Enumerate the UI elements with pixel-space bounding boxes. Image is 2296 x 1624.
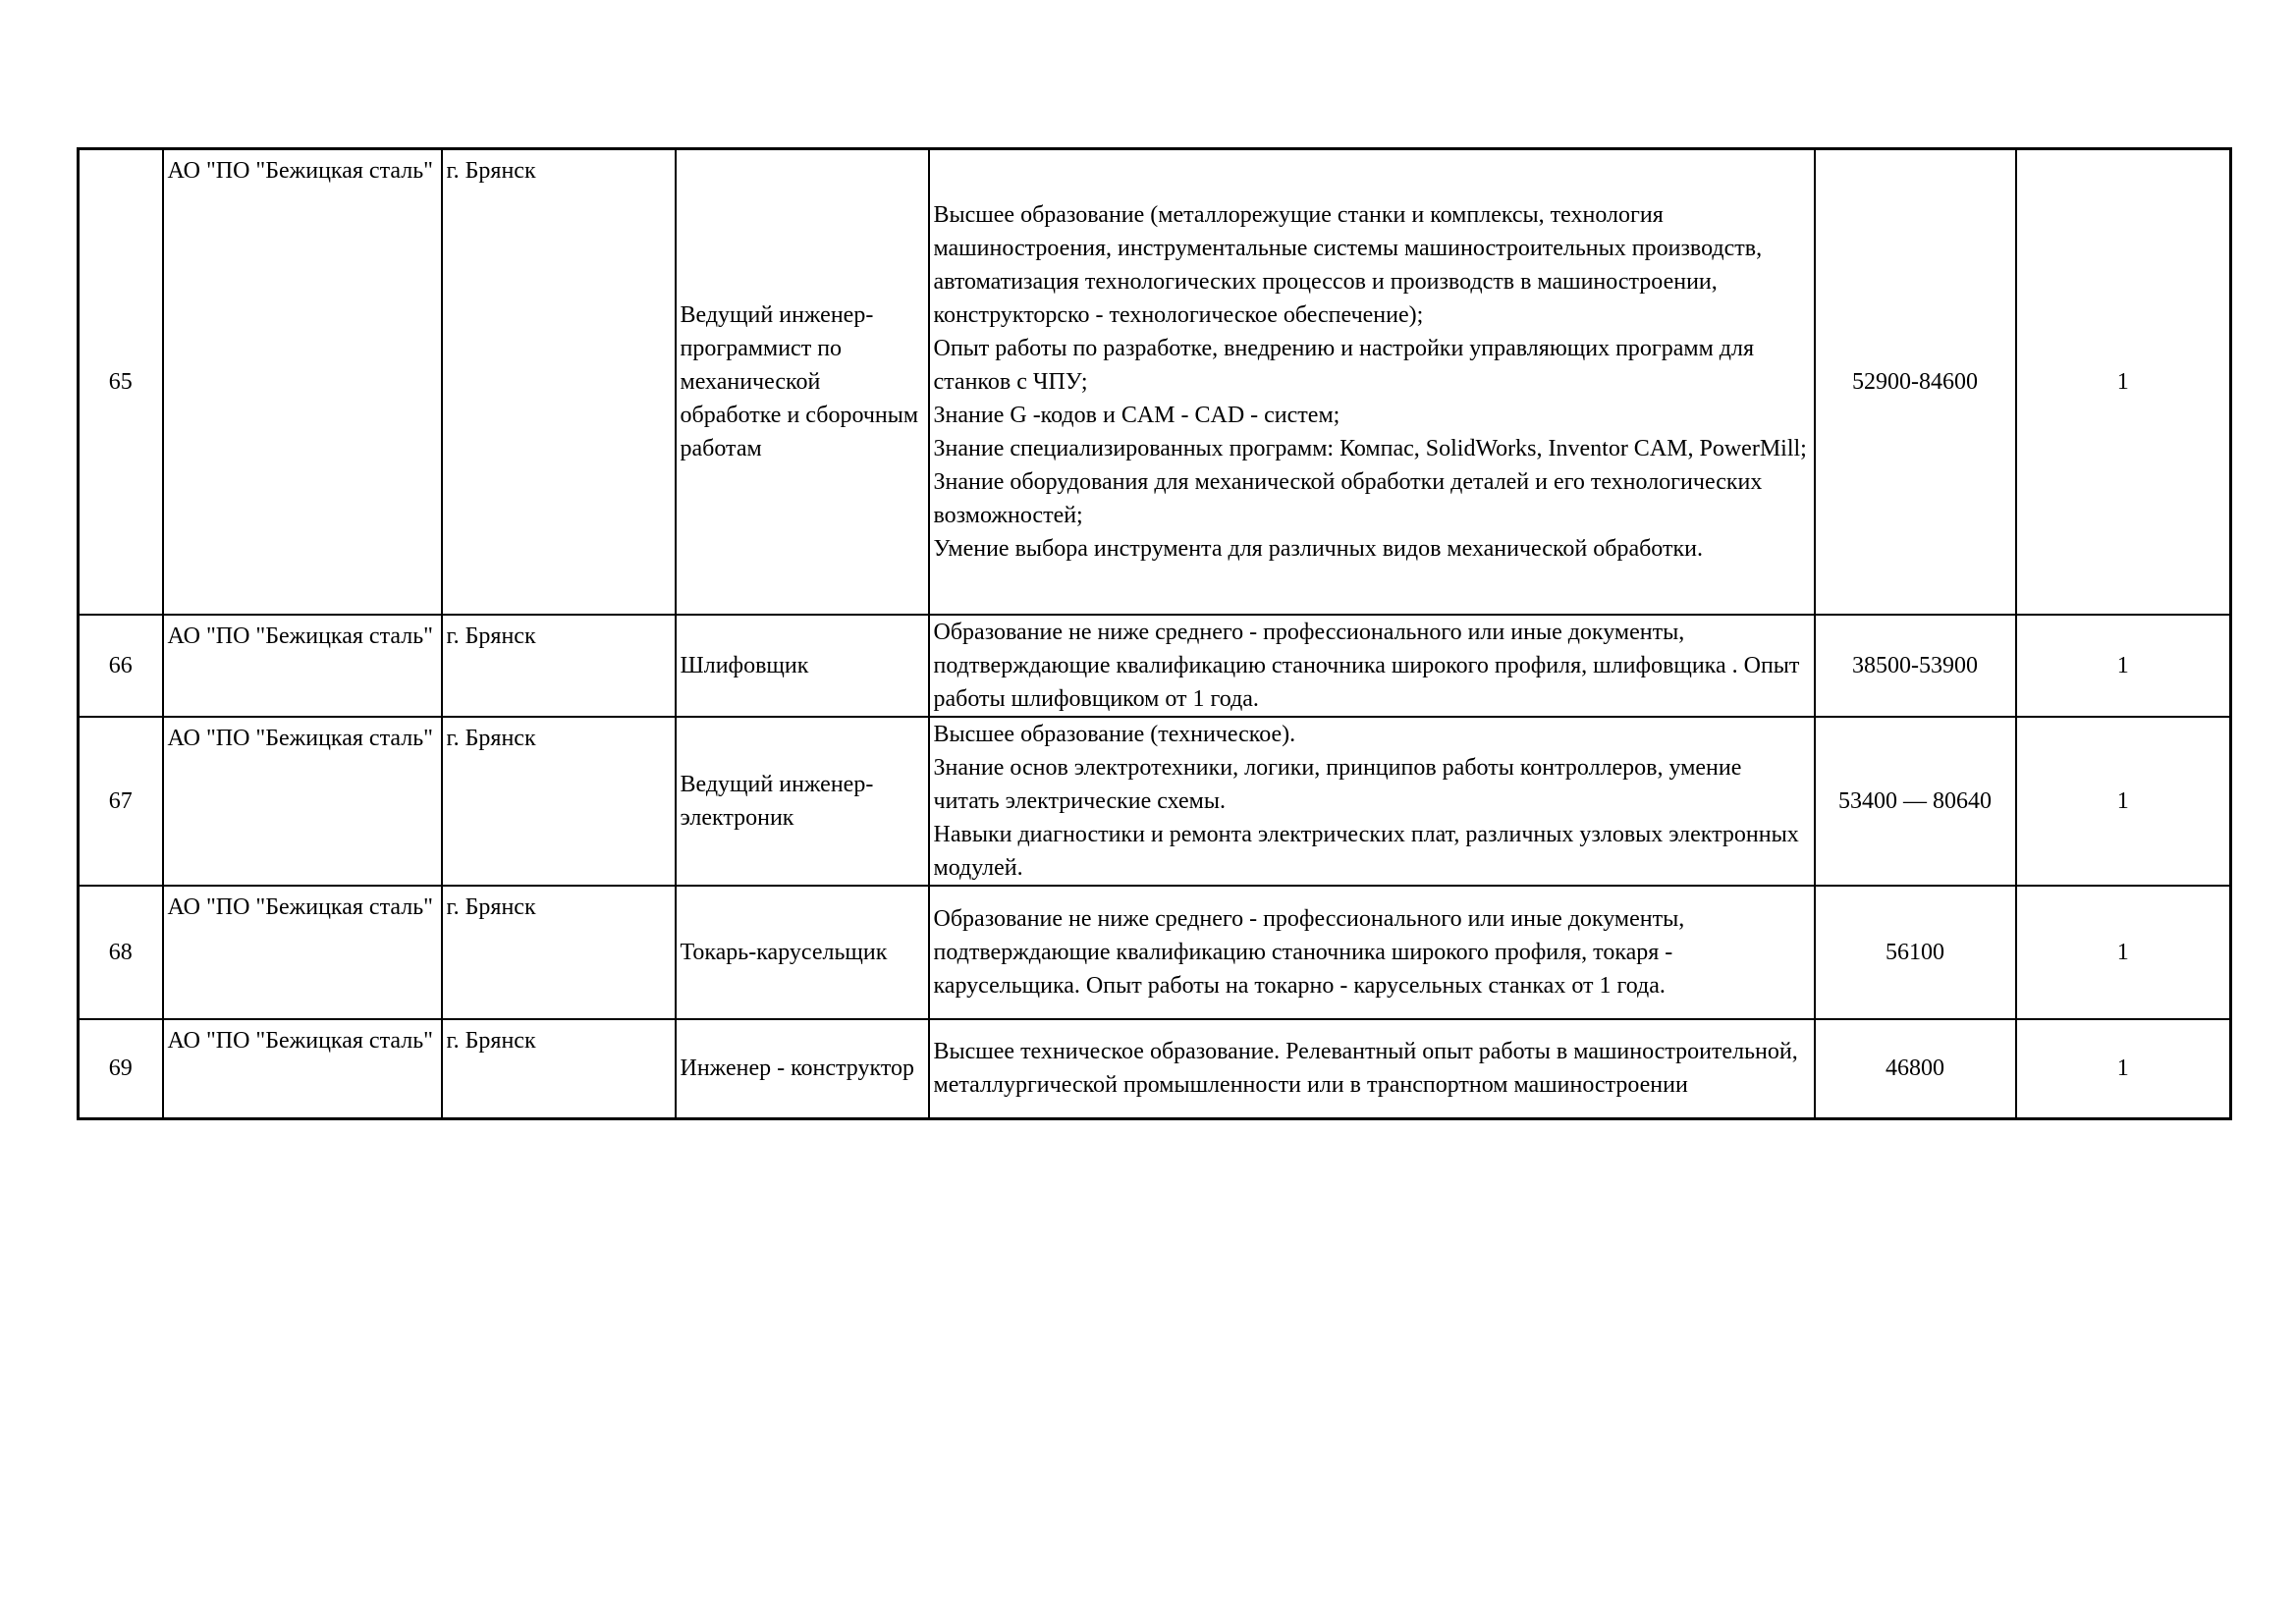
vacancy-count: 1 [2016,149,2231,615]
row-number: 67 [79,717,163,886]
vacancy-count: 1 [2016,886,2231,1019]
table-row [79,615,2231,717]
salary: 38500-53900 [1815,615,2016,717]
salary: 53400 — 80640 [1815,717,2016,886]
requirement-line: Образование не ниже среднего - профессионального или иные документы, подтверждающие квалификацию станочника широкого профиля, шлифовщика . Опыт работы шлифовщиком от 1 года. [933,619,1800,712]
table-row [79,1019,2231,1119]
position: Ведущий инженер-электроник [676,717,929,886]
row-number: 66 [79,615,163,717]
organization: АО "ПО "Бежицкая сталь" [163,149,442,615]
position: Шлифовщик [676,615,929,717]
organization: АО "ПО "Бежицкая сталь" [163,886,442,1019]
salary: 46800 [1815,1019,2016,1119]
requirement-line: Высшее образование (металлорежущие станки и комплексы, технология машиностроения, инструментальные системы машиностроительных производств, автоматизация технологических процессов и производств в машиностроении, конструкторско - технологическое обеспечение); [933,201,1763,328]
city: г. Брянск [442,149,676,615]
table-row [79,717,2231,886]
organization: АО "ПО "Бежицкая сталь" [163,615,442,717]
requirement-line: Навыки диагностики и ремонта электрических плат, различных узловых электронных модулей. [933,821,1799,881]
organization: АО "ПО "Бежицкая сталь" [163,1019,442,1119]
row-number: 69 [79,1019,163,1119]
requirement-line: Умение выбора инструмента для различных видов механической обработки. [933,535,1703,562]
city: г. Брянск [442,615,676,717]
requirements [929,886,1815,1019]
vacancy-count: 1 [2016,717,2231,886]
requirement-line: Знание специализированных программ: Компас, SolidWorks, Inventor CAM, PowerMill; [933,435,1807,461]
requirement-line: Высшее образование (техническое). [933,721,1296,747]
salary: 52900-84600 [1815,149,2016,615]
city: г. Брянск [442,886,676,1019]
vacancy-count: 1 [2016,1019,2231,1119]
requirement-line: Образование не ниже среднего - профессионального или иные документы, подтверждающие квалификацию станочника широкого профиля, токаря - карусельщика. Опыт работы на токарно - карусельных станках от 1 года. [933,905,1685,999]
vacancy-table [77,147,2232,1120]
requirement-line: Высшее техническое образование. Релевантный опыт работы в машиностроительной, металлургической промышленности или в транспортном машиностроении [933,1039,1798,1099]
requirements [929,1019,1815,1119]
requirements [929,615,1815,717]
row-number: 68 [79,886,163,1019]
requirements [929,149,1815,615]
requirement-line: Знание основ электротехники, логики, принципов работы контроллеров, умение читать электрические схемы. [933,754,1742,814]
requirements [929,717,1815,886]
organization: АО "ПО "Бежицкая сталь" [163,717,442,886]
vacancy-count: 1 [2016,615,2231,717]
position: Ведущий инженер-программист по механической обработке и сборочным работам [676,149,929,615]
city: г. Брянск [442,717,676,886]
position: Инженер - конструктор [676,1019,929,1119]
table-body [79,149,2231,1119]
requirement-line: Знание оборудования для механической обработки деталей и его технологических возможностей; [933,468,1763,528]
requirement-line: Знание G -кодов и CAM - CAD - систем; [933,402,1340,428]
table-row [79,886,2231,1019]
table-row [79,149,2231,615]
row-number: 65 [79,149,163,615]
city: г. Брянск [442,1019,676,1119]
requirement-line: Опыт работы по разработке, внедрению и настройки управляющих программ для станков с ЧПУ; [933,335,1755,395]
salary: 56100 [1815,886,2016,1019]
position: Токарь-карусельщик [676,886,929,1019]
